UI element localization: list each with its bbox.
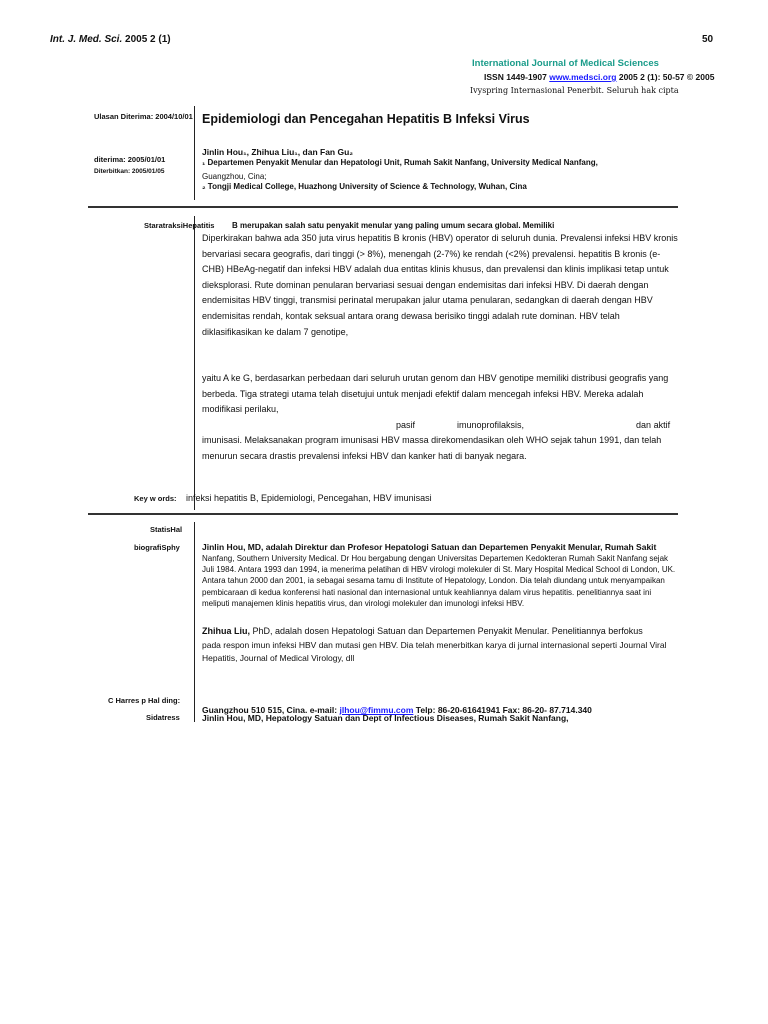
abstract-label: StaratraksiHepatitis: [144, 221, 215, 230]
affiliation-1-city: Guangzhou, Cina;: [202, 172, 267, 181]
bio-label-1: StatisHal: [150, 525, 183, 534]
bio-label-2: biografiSphy: [134, 543, 180, 552]
bio-author-1-text: Nanfang, Southern University Medical. Dr Hou bergabung dengan Universitas Departemen Kedokteran Rumah Sakit Nanfang sejak Juli 1984. Antara 1993 dan 1994, ia menerima pelatihan di HBV virologi molekuler di St. Mary Hospital Medical School di London, UK. Antara tahun 2000 dan 2001, ia sebagai sesama tamu di Institute of Hepatology, London. Dia telah diundang untuk menyampaikan pembicaraan di kedua konferensi hati nasional dan internasional untuk keahliannya dalam virus hepatitis. penelitiannya saat ini meliputi manajemen klinis hepatitis virus, dan virologi molekuler dan imunologi infeksi HBV.: [202, 554, 676, 608]
address-label: Sidatress: [146, 713, 180, 722]
published-date: Diterbitkan: 2005/01/05: [94, 168, 165, 175]
page-number: 50: [702, 34, 714, 45]
accepted-date: diterima: 2005/01/01: [94, 155, 166, 164]
correspondence-contact: Guangzhou 510 515, Cina. e-mail: jlhou@fimmu.com Telp: 86-20-61641941 Fax: 86-20- 87.714.340: [202, 705, 592, 715]
bio-author-1-lead: Jinlin Hou, MD, adalah Direktur dan Profesor Hepatologi Satuan dan Departemen Penyakit Menular, Rumah Sakit: [202, 542, 657, 552]
article-title: Epidemiologi dan Pencegahan Hepatitis B Infeksi Virus: [202, 112, 530, 126]
keywords-text: infeksi hepatitis B, Epidemiologi, Pencegahan, HBV imunisasi: [186, 493, 432, 503]
received-date: Ulasan Diterima: 2004/10/01: [94, 112, 193, 121]
correspondence-address: Jinlin Hou, MD, Hepatology Satuan dan Dept of Infectious Diseases, Rumah Sakit Nanfang,: [202, 713, 569, 723]
author-list: Jinlin Hou₁, Zhihua Liu₁, dan Fan Gu₂: [202, 147, 354, 157]
journal-url-link[interactable]: www.medsci.org: [549, 72, 617, 82]
bio-author-2-text: pada respon imun infeksi HBV dan mutasi gen HBV. Dia telah menerbitkan karya di jurnal internasional seperti Journal Viral Hepatitis, Journal of Medical Virology, dll: [202, 640, 667, 663]
section-divider: [88, 206, 678, 208]
bio-author-2-lead: Zhihua Liu, PhD, adalah dosen Hepatologi Satuan dan Departemen Penyakit Menular. Penelitiannya berfokus: [202, 626, 643, 636]
abstract-first-line: B merupakan salah satu penyakit menular yang paling umum secara global. Memiliki: [232, 221, 555, 230]
issn-line: ISSN 1449-1907 www.medsci.org 2005 2 (1): 50-57 © 2005: [484, 72, 715, 82]
running-header-journal: Int. J. Med. Sci. 2005 2 (1): [50, 34, 171, 45]
abstract-paragraph-1: Diperkirakan bahwa ada 350 juta virus hepatitis B kronis (HBV) operator di seluruh dunia. Prevalensi infeksi HBV kronis bervariasi secara geografis, dari tinggi (> 8%), menengah (2-7%) ke rendah (<2%) prevalensi. hepatitis B kronis (e-CHB) HBeAg-negatif dan infeksi HBV adalah dua entitas klinis khusus, dan prevalensi dan klinis implikasi tetap untuk dieksplorasi. Rute dominan penularan bervariasi sesuai dengan endemisitas dari infeksi HBV. Di daerah dengan endemisitas HBV tinggi, transmisi perinatal merupakan jalur utama penularan, sedangkan di daerah dengan HBV endemisitas rendah, kontak seksual antara orang dewasa berisiko tinggi adalah rute dominan. HBV telah diklasifikasikan ke dalam 7 genotipe,: [202, 233, 678, 337]
column-divider-bio: [194, 522, 195, 722]
journal-name: International Journal of Medical Sciences: [472, 58, 659, 69]
column-divider-abstract: [194, 216, 195, 510]
abstract-paragraph-2: yaitu A ke G, berdasarkan perbedaan dari seluruh urutan genom dan HBV genotipe memiliki distribusi geografis yang berbeda. Tiga strategi utama telah disetujui untuk menjadi efektif dalam mencegah infeksi HBV. Mereka adalah modifikasi perilaku, pasif imunoprofilaksis, dan aktif imunisasi. Melaksanakan program imunisasi HBV massa direkomendasikan oleh WHO sejak tahun 1991, dan telah menurun secara drastis prevalensi infeksi HBV dan kanker hati di banyak negara.: [202, 373, 671, 461]
email-link[interactable]: jlhou@fimmu.com: [339, 705, 414, 715]
publisher-line: Ivyspring Internasional Penerbit. Seluruh hak cipta: [470, 86, 679, 95]
affiliation-2: ₂ Tongji Medical College, Huazhong University of Science & Technology, Wuhan, Cina: [202, 182, 527, 191]
correspondence-label: C Harres p Hal ding:: [108, 696, 181, 705]
affiliation-1: ₁ Departemen Penyakit Menular dan Hepatologi Unit, Rumah Sakit Nanfang, University Medical Nanfang,: [202, 158, 598, 167]
column-divider-top: [194, 106, 195, 200]
keywords-label: Key w ords:: [134, 494, 177, 503]
keywords-divider: [88, 513, 678, 515]
